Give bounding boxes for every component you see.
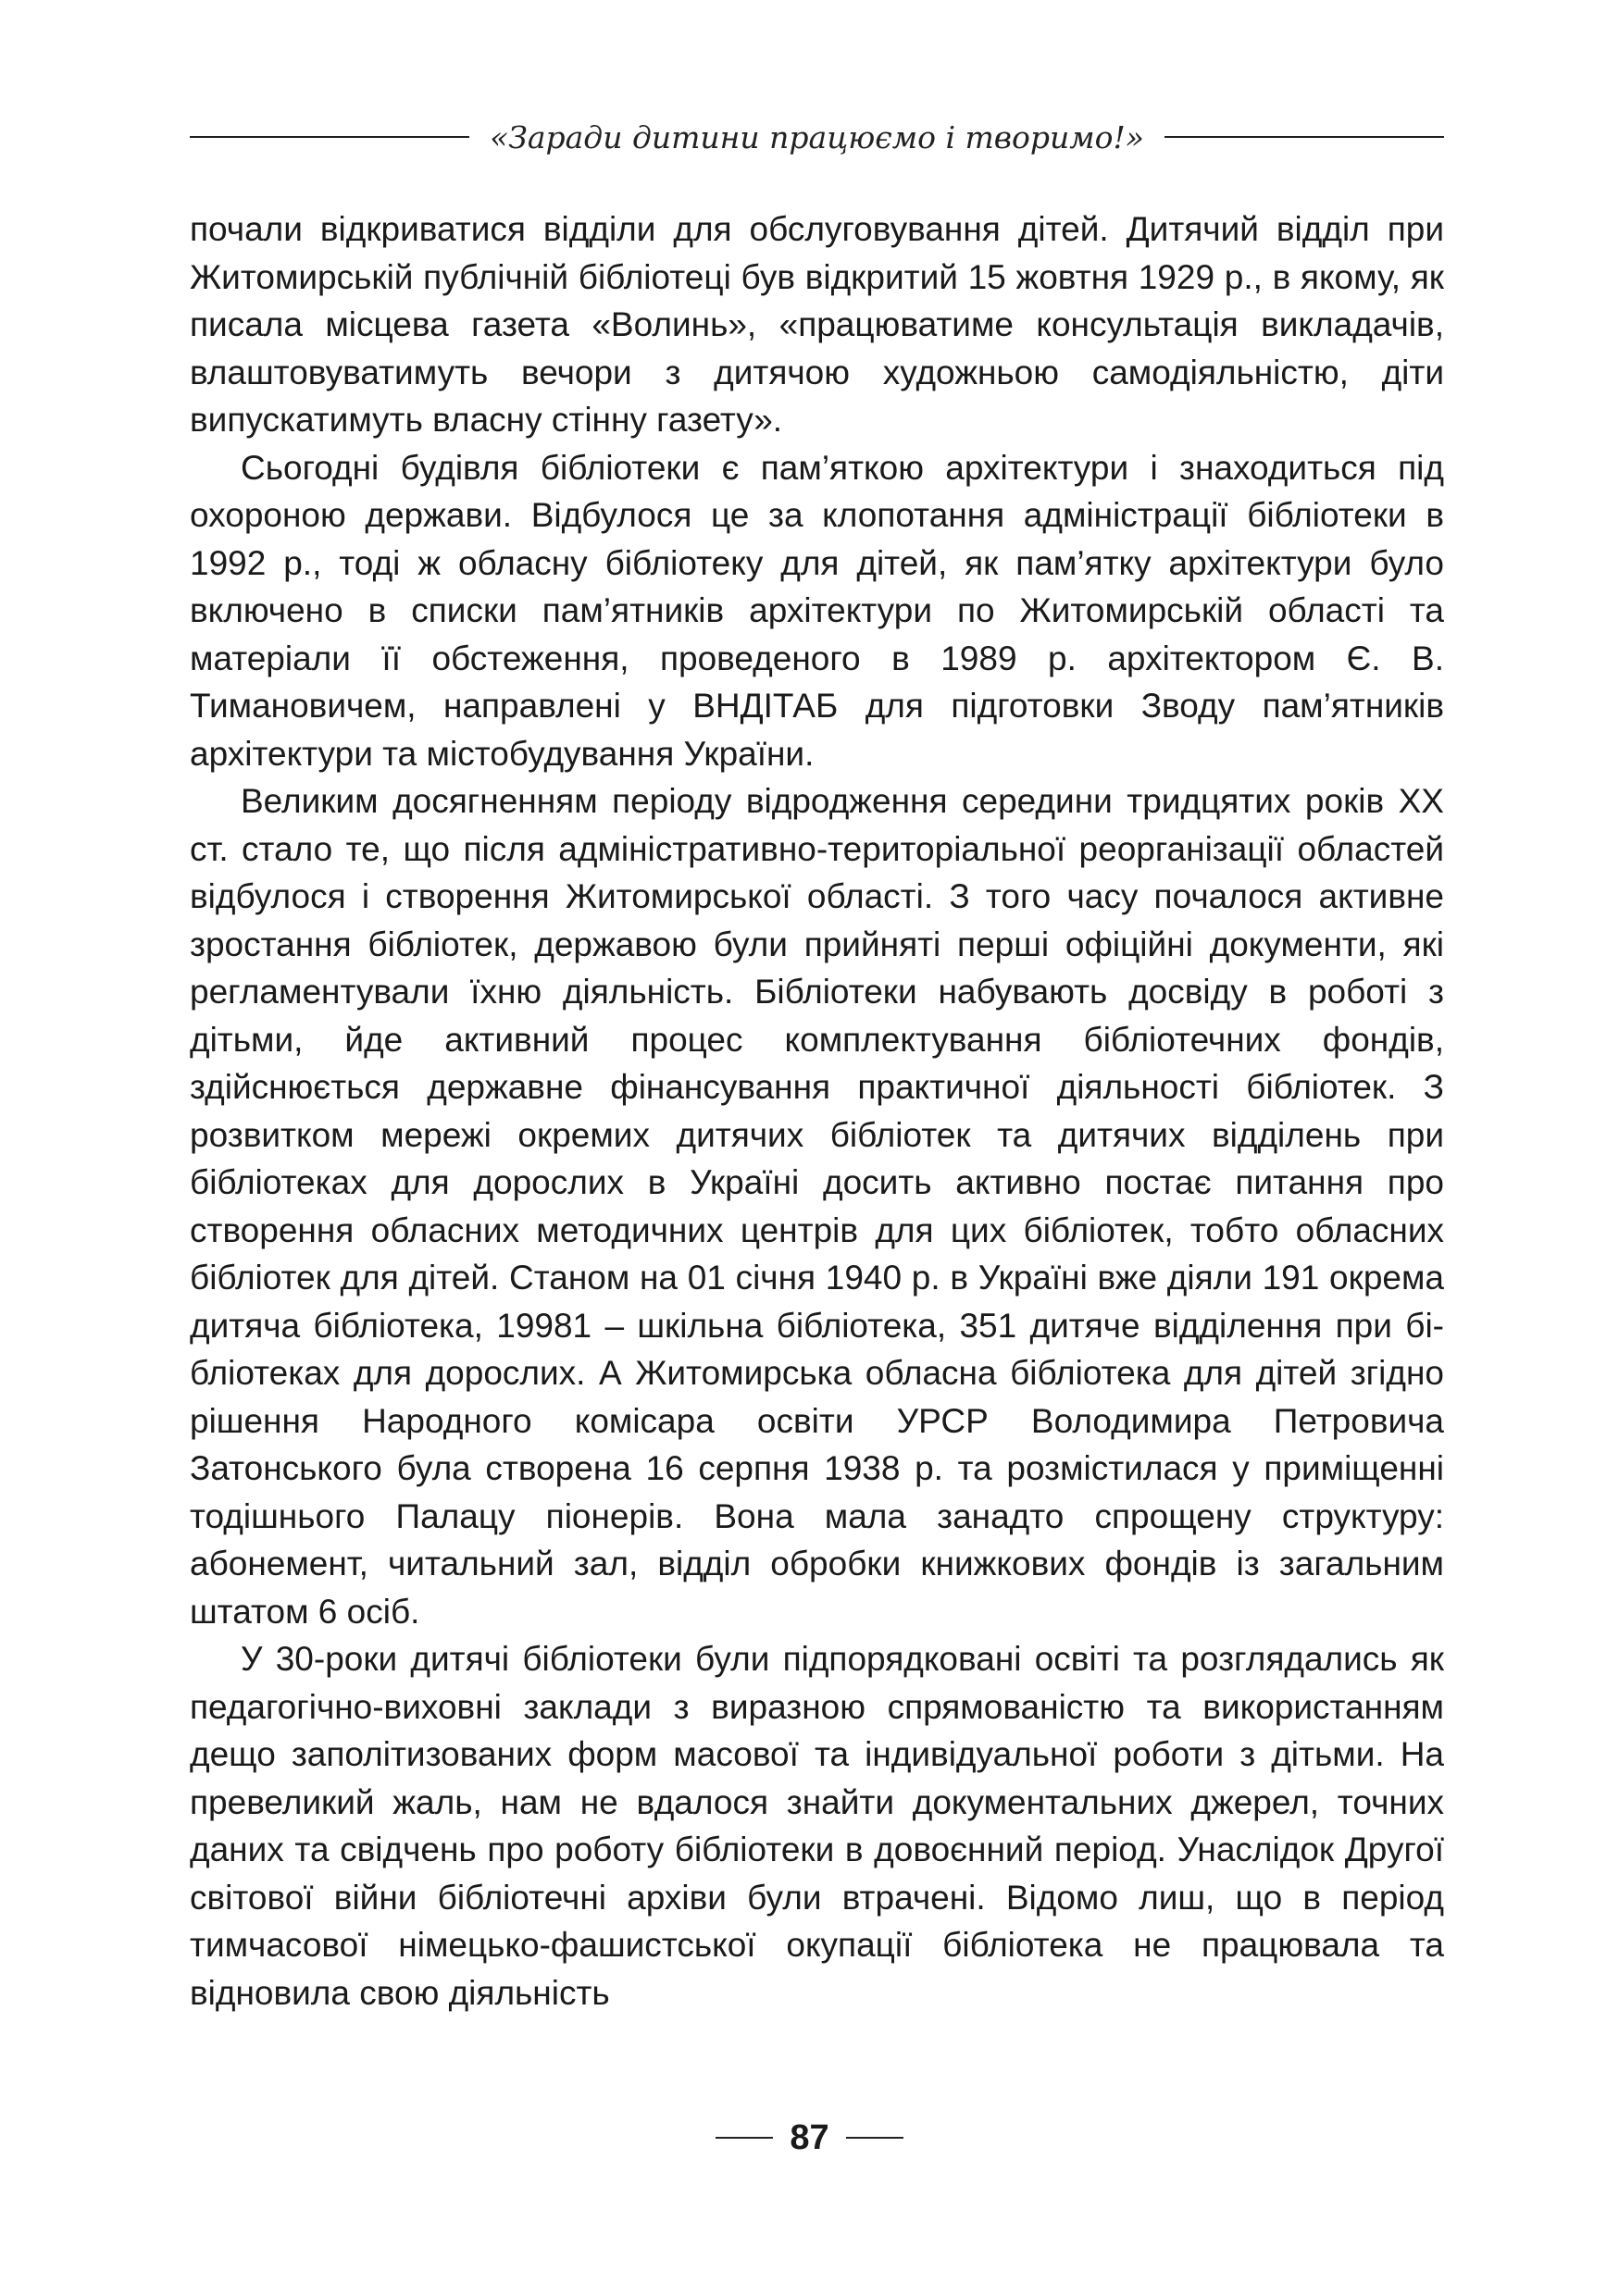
header-rule-right: [1164, 136, 1444, 138]
footer-rule-right: [846, 2137, 903, 2139]
body-text: [190, 205, 1444, 2017]
footer-rule-left: [716, 2137, 773, 2139]
page-number: 87: [790, 2117, 829, 2157]
paragraph: почали відкриватися відділи для обслуговування дітей. Дитячий відділ при Житомирській публічній бібліотеці був відкритий 15 жовтня 1929 р., в якому, як писала місцева газета «Волинь», «працюватиме консультація викладачів, влаштовуватимуть вечори з дитячою художньою самодіяльністю, діти випускатимуть власну стінну газету».: [190, 210, 1444, 439]
header-title: «Заради дитини працюємо і творимо!»: [490, 118, 1144, 155]
paragraph: Великим досягненням періоду відродження середини тридцятих років XX ст. стало те, що після адміністративно-територіальної реорганізації областей відбулося і створення Житомирської області. З того часу почалося активне зростання бібліотек, державою були прийняті перші офіційні документи, які регламентували їхню діяльність. Бібліотеки набувають досвіду в роботі з дітьми, йде активний процес комплектування бібліотечних фондів, здійснюється державне фінансування практичної діяльності бібліотек. З розвитком мережі окремих дитячих бібліотек та дитячих відділень при бібліотеках для дорослих в Україні досить активно постає питання про створення обласних методичних центрів для цих бібліотек, тобто обласних бібліотек для дітей. Станом на 01 січня 1940 р. в Україні вже діяли 191 окрема дитяча бібліотека, 19981 – шкільна бібліотека, 351 дитяче відділення при бібліотеках для дорослих. А Житомирська обласна бібліотека для дітей згідно рішення Народного комісара освіти УРСР Володимира Петровича Затонського була створена 16 серпня 1938 р. та розмістилася у приміщенні тодішнього Палацу піонерів. Вона мала занадто спрощену структуру: абонемент, читальний зал, відділ обробки книжкових фондів із загальним штатом 6 осіб.: [190, 782, 1444, 1631]
paragraph: У 30-роки дитячі бібліотеки були підпорядковані освіті та розглядались як педагогічно-виховні заклади з виразною спрямованістю та використанням дещо заполітизованих форм масової та індивідуальної роботи з дітьми. На превеликий жаль, нам не вдалося знайти документальних джерел, точних даних та свідчень про роботу бібліотеки в довоєнний період. Унаслідок Другої світової війни бібліотечні архіви були втрачені. Відомо лиш, що в період тимчасової німецько-фашистської окупації бібліотека не працювала та відновила свою діяльність: [190, 1640, 1444, 2012]
running-header: [190, 109, 1444, 165]
page-footer: [0, 2115, 1619, 2161]
paragraph: Сьогодні будівля бібліотеки є пам’яткою архітектури і знаходиться під охороною держави. Відбулося це за клопотання адміністрації бібліотеки в 1992 р., тоді ж обласну бібліотеку для дітей, як пам’ятку архітектури було включено в списки пам’ятників архітектури по Житомирській області та матеріали її обстеження, проведеного в 1989 р. архітектором Є. В. Тимановичем, направлені у ВНДІТАБ для підготовки Зводу пам’ятників архітектури та містобудування України.: [190, 448, 1444, 773]
header-rule-left: [190, 136, 469, 138]
